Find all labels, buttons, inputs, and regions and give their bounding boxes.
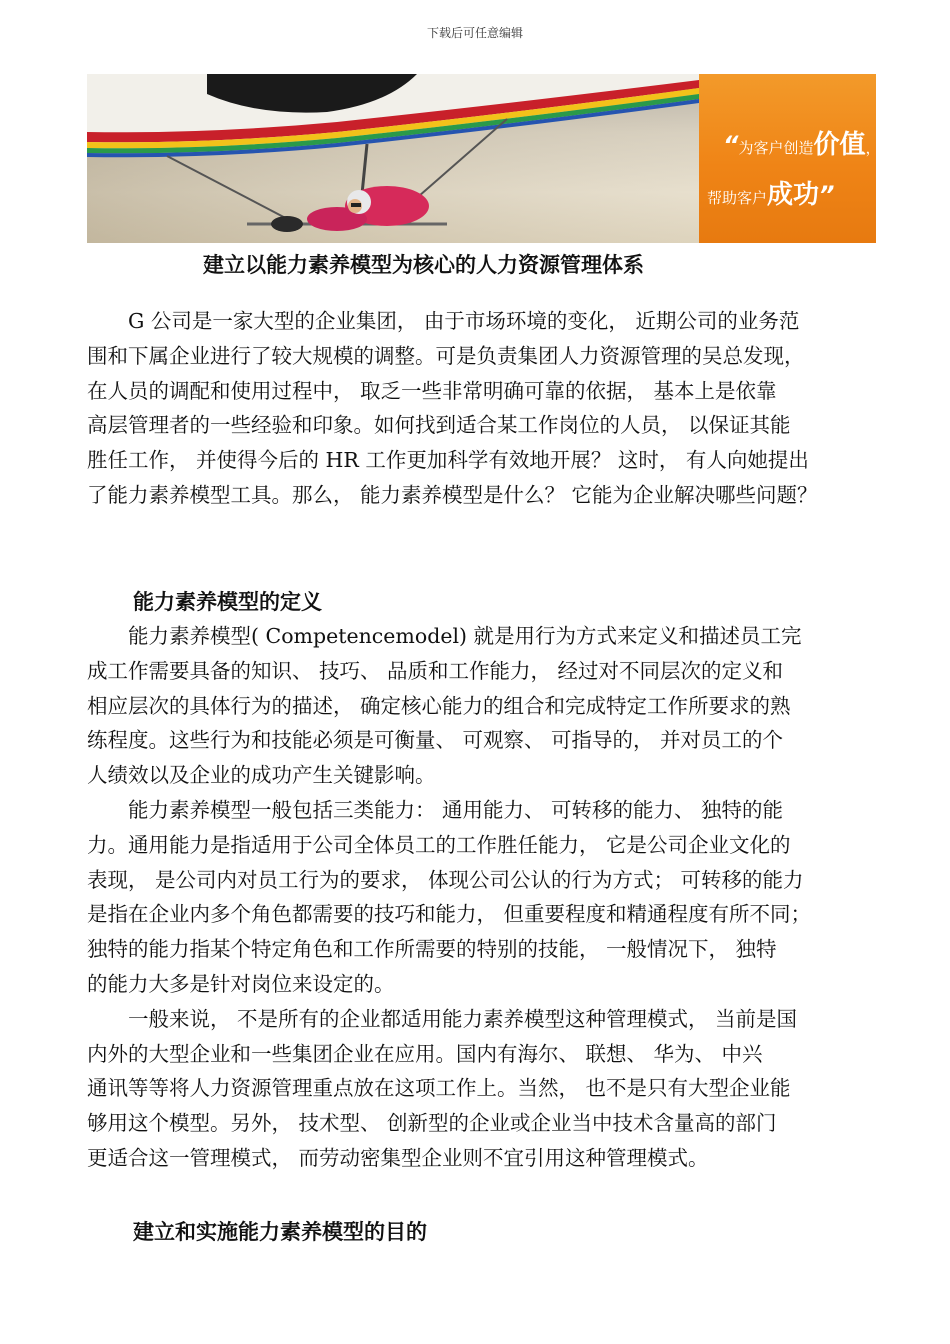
text-line: 能力素养模型一般包括三类能力： 通用能力、 可转移的能力、 独特的能 xyxy=(87,797,784,822)
text-line: 人绩效以及企业的成功产生关键影响。 xyxy=(87,763,436,788)
hang-glider-photo xyxy=(87,74,699,243)
section-heading-purpose: 建立和实施能力素养模型的目的 xyxy=(133,1220,427,1244)
text-line: 内外的大型企业和一些集团企业在应用。国内有海尔、 联想、 华为、 中兴 xyxy=(87,1041,763,1066)
slogan-line-2 xyxy=(707,174,835,211)
text-line: 力。通用能力是指适用于公司全体员工的工作胜任能力， 它是公司企业文化的 xyxy=(87,832,791,857)
banner-slogan xyxy=(699,74,881,243)
text-line: 围和下属企业进行了较大规模的调整。可是负责集团人力资源管理的吴总发现， xyxy=(87,343,805,368)
text-line: 独特的能力指某个特定角色和工作所需要的特别的技能， 一般情况下， 独特 xyxy=(87,937,777,962)
slogan-text-1: 为客户创造 xyxy=(738,139,814,157)
text-line: 的能力大多是针对岗位来设定的。 xyxy=(87,971,395,996)
slogan-comma: ， xyxy=(865,139,881,157)
text-line: 了能力素养模型工具。那么， 能力素养模型是什么？ 它能为企业解决哪些问题？ xyxy=(87,482,818,507)
banner-image xyxy=(87,74,881,243)
document-title: 建立以能力素养模型为核心的人力资源管理体系 xyxy=(203,253,644,277)
text-line: 更适合这一管理模式， 而劳动密集型企业则不宜引用这种管理模式。 xyxy=(87,1145,709,1170)
text-line: 相应层次的具体行为的描述， 确定核心能力的组合和完成特定工作所要求的熟 xyxy=(87,693,791,718)
slogan-text-2: 帮助客户 xyxy=(707,189,768,207)
text-line: 一般来说， 不是所有的企业都适用能力素养模型这种管理模式， 当前是国 xyxy=(87,1006,798,1031)
section-heading-definition: 能力素养模型的定义 xyxy=(133,590,322,614)
text-line: 表现， 是公司内对员工行为的要求， 体现公司公认的行为方式； 可转移的能力 xyxy=(87,867,804,892)
text-line: 通讯等等将人力资源管理重点放在这项工作上。当然， 也不是只有大型企业能 xyxy=(87,1076,791,1101)
intro-paragraph xyxy=(87,304,887,513)
slogan-line-1 xyxy=(723,124,881,161)
text-line: 胜任工作， 并使得今后的 HR 工作更加科学有效地开展？ 这时， 有人向她提出 xyxy=(87,448,809,473)
text-line: 能力素养模型( Competencemodel) 就是用行为方式来定义和描述员工完 xyxy=(87,624,802,648)
slogan-emphasis-1: 价值 xyxy=(813,130,866,160)
close-quote: ” xyxy=(819,181,835,209)
definition-section-body xyxy=(87,619,887,1176)
text-line: G 公司是一家大型的企业集团， 由于市场环境的变化， 近期公司的业务范 xyxy=(87,309,800,333)
slogan-emphasis-2: 成功 xyxy=(767,180,820,210)
header-note: 下载后可任意编辑 xyxy=(426,26,523,40)
text-line: 练程度。这些行为和技能必须是可衡量、 可观察、 可指导的， 并对员工的个 xyxy=(87,728,784,753)
text-line: 高层管理者的一些经验和印象。如何找到适合某工作岗位的人员， 以保证其能 xyxy=(87,413,791,438)
text-line: 成工作需要具备的知识、 技巧、 品质和工作能力， 经过对不同层次的定义和 xyxy=(87,658,784,683)
text-line: 是指在企业内多个角色都需要的技巧和能力， 但重要程度和精通程度有所不同； xyxy=(87,902,812,927)
text-line: 够用这个模型。另外， 技术型、 创新型的企业或企业当中技术含量高的部门 xyxy=(87,1111,777,1136)
text-line: 在人员的调配和使用过程中， 取乏一些非常明确可靠的依据， 基本上是依靠 xyxy=(87,378,777,403)
open-quote: “ xyxy=(723,131,739,159)
